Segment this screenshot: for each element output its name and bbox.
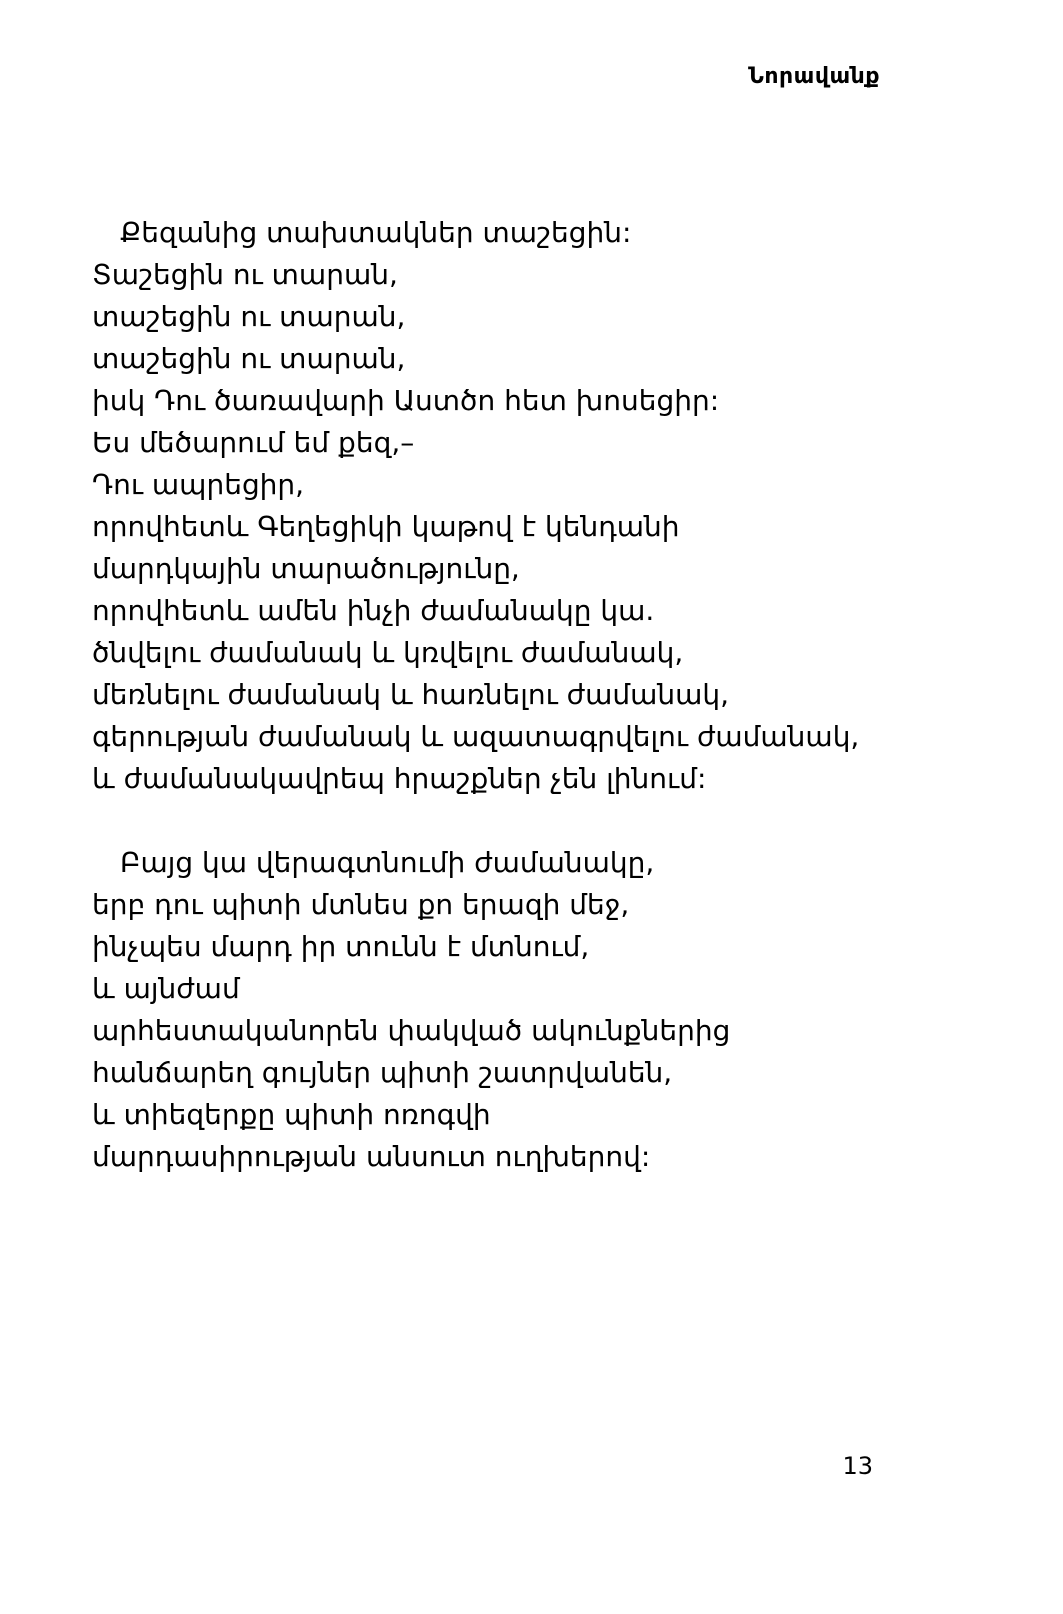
poem-line: ինչպես մարդ իր տունն է մտնում,	[92, 930, 590, 963]
poem-line: և ժամանակավրեպ հրաշքներ չեն լինում:	[92, 762, 707, 795]
poem-body	[92, 212, 993, 1178]
poem-line: ծնվելու ժամանակ և կռվելու ժամանակ,	[92, 636, 684, 669]
page-number: 13	[842, 1452, 873, 1480]
poem-line: գերության ժամանակ և ազատագրվելու ժամանակ,	[92, 720, 860, 753]
poem-line: Տաշեցին ու տարան,	[92, 258, 398, 291]
poem-line: Քեզանից տախտակներ տաշեցին:	[120, 216, 632, 249]
poem-line: հանճարեղ գույներ պիտի շատրվանեն,	[92, 1056, 673, 1089]
poem-line: իսկ Դու ծառավարի Աստծո հետ խոսեցիր:	[92, 384, 720, 417]
poem-line: և տիեզերքը պիտի ոռոգվի	[92, 1098, 491, 1131]
poem-line: և այնժամ	[92, 972, 240, 1005]
poem-line: երբ դու պիտի մտնես քո երազի մեջ,	[92, 888, 630, 921]
poem-line: մարդասիրության անսուտ ուղխերով:	[92, 1140, 651, 1173]
poem-line: տաշեցին ու տարան,	[92, 300, 406, 333]
poem-stanza-1	[92, 212, 993, 800]
poem-line: մարդկային տարածությունը,	[92, 552, 520, 585]
poem-line: որովհետև Գեղեցիկի կաթով է կենդանի	[92, 510, 680, 543]
poem-line: Ես մեծարում եմ քեզ,–	[92, 426, 415, 459]
poem-line: տաշեցին ու տարան,	[92, 342, 406, 375]
poem-line: մեռնելու ժամանակ և հառնելու ժամանակ,	[92, 678, 730, 711]
poem-stanza-2	[92, 842, 993, 1178]
poem-line: արհեստականորեն փակված ակունքներից	[92, 1014, 731, 1047]
poem-line: Դու ապրեցիր,	[92, 468, 305, 501]
poem-line: Բայց կա վերագտնումի ժամանակը,	[120, 846, 655, 879]
running-header-title: Նորավանք	[748, 64, 880, 89]
poem-line: որովհետև ամեն ինչի ժամանակը կա.	[92, 594, 655, 627]
